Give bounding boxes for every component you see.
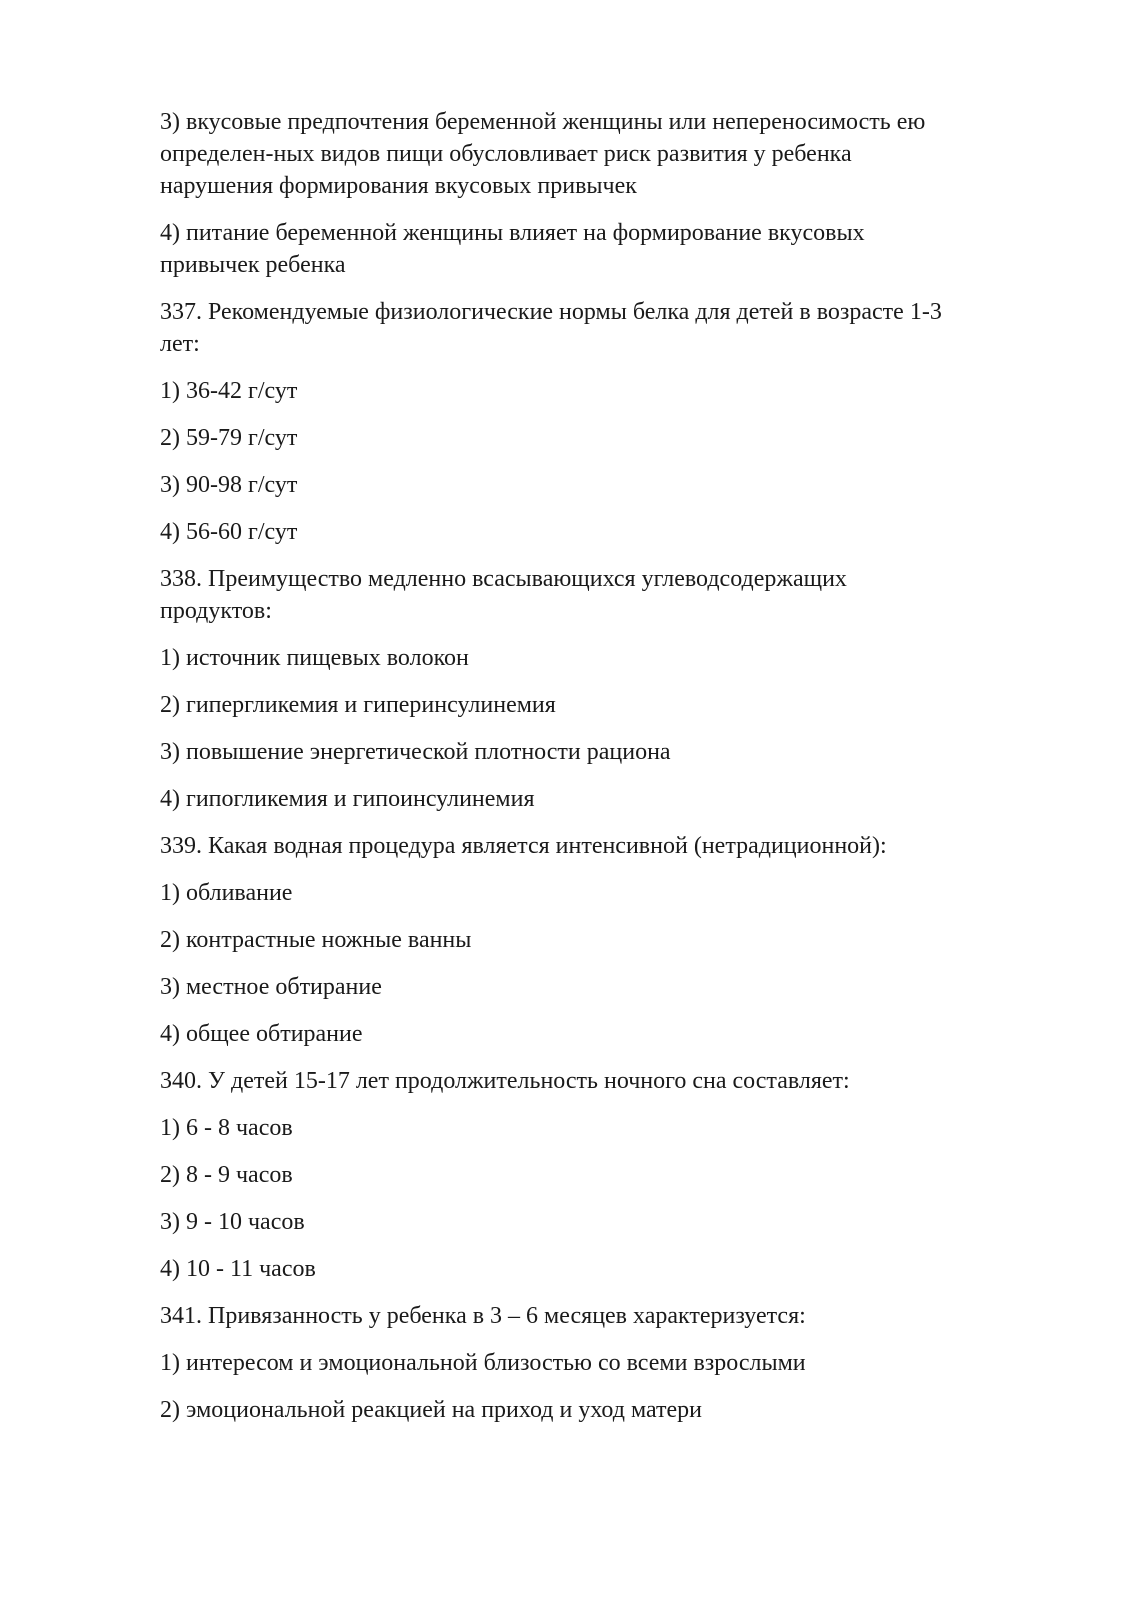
text-line: 1) 36-42 г/сут (160, 378, 298, 404)
text-line: 2) 59-79 г/сут (160, 425, 298, 451)
text-line: привычек ребенка (160, 252, 346, 278)
answer-option (160, 971, 1030, 1003)
answer-option (160, 106, 1030, 202)
question-text (160, 1065, 1030, 1097)
answer-option (160, 217, 1030, 281)
answer-option (160, 1018, 1030, 1050)
question-text (160, 830, 1030, 862)
answer-option (160, 924, 1030, 956)
answer-option (160, 1394, 1030, 1426)
text-line: 2) контрастные ножные ванны (160, 927, 472, 953)
answer-option (160, 689, 1030, 721)
text-line: определен-ных видов пищи обусловливает риск развития у ребенка (160, 141, 852, 167)
answer-option (160, 1159, 1030, 1191)
answer-option (160, 642, 1030, 674)
answer-option (160, 783, 1030, 815)
text-line: 4) гипогликемия и гипоинсулинемия (160, 786, 535, 812)
answer-option (160, 469, 1030, 501)
text-line: 337. Рекомендуемые физиологические нормы белка для детей в возрасте 1-3 (160, 299, 942, 325)
answer-option (160, 877, 1030, 909)
answer-option (160, 1112, 1030, 1144)
text-line: 1) обливание (160, 880, 293, 906)
text-line: лет: (160, 331, 200, 357)
text-line: 3) местное обтирание (160, 974, 382, 1000)
text-line: 4) питание беременной женщины влияет на формирование вкусовых (160, 220, 865, 246)
text-line: продуктов: (160, 598, 272, 624)
question-text (160, 296, 1030, 360)
text-line: 1) интересом и эмоциональной близостью со всеми взрослыми (160, 1350, 806, 1376)
text-line: 338. Преимущество медленно всасывающихся углеводсодержащих (160, 566, 847, 592)
text-line: 4) 10 - 11 часов (160, 1256, 316, 1282)
answer-option (160, 422, 1030, 454)
question-text (160, 563, 1030, 627)
question-text (160, 1300, 1030, 1332)
text-line: 3) вкусовые предпочтения беременной женщины или непереносимость ею (160, 109, 926, 135)
text-line: 2) 8 - 9 часов (160, 1162, 293, 1188)
answer-option (160, 736, 1030, 768)
text-line: 1) источник пищевых волокон (160, 645, 469, 671)
text-line: 1) 6 - 8 часов (160, 1115, 293, 1141)
text-line: 2) гипергликемия и гиперинсулинемия (160, 692, 556, 718)
text-line: 340. У детей 15-17 лет продолжительность ночного сна составляет: (160, 1068, 850, 1094)
text-line: 339. Какая водная процедура является интенсивной (нетрадиционной): (160, 833, 887, 859)
text-line: 3) 9 - 10 часов (160, 1209, 305, 1235)
text-line: нарушения формирования вкусовых привычек (160, 173, 637, 199)
answer-option (160, 1253, 1030, 1285)
text-line: 3) 90-98 г/сут (160, 472, 298, 498)
text-line: 341. Привязанность у ребенка в 3 – 6 месяцев характеризуется: (160, 1303, 806, 1329)
text-line: 4) 56-60 г/сут (160, 519, 298, 545)
answer-option (160, 516, 1030, 548)
answer-option (160, 1206, 1030, 1238)
answer-option (160, 1347, 1030, 1379)
answer-option (160, 375, 1030, 407)
text-line: 2) эмоциональной реакцией на приход и уход матери (160, 1397, 702, 1423)
text-line: 4) общее обтирание (160, 1021, 363, 1047)
document-page (160, 106, 1030, 1441)
text-line: 3) повышение энергетической плотности рациона (160, 739, 671, 765)
